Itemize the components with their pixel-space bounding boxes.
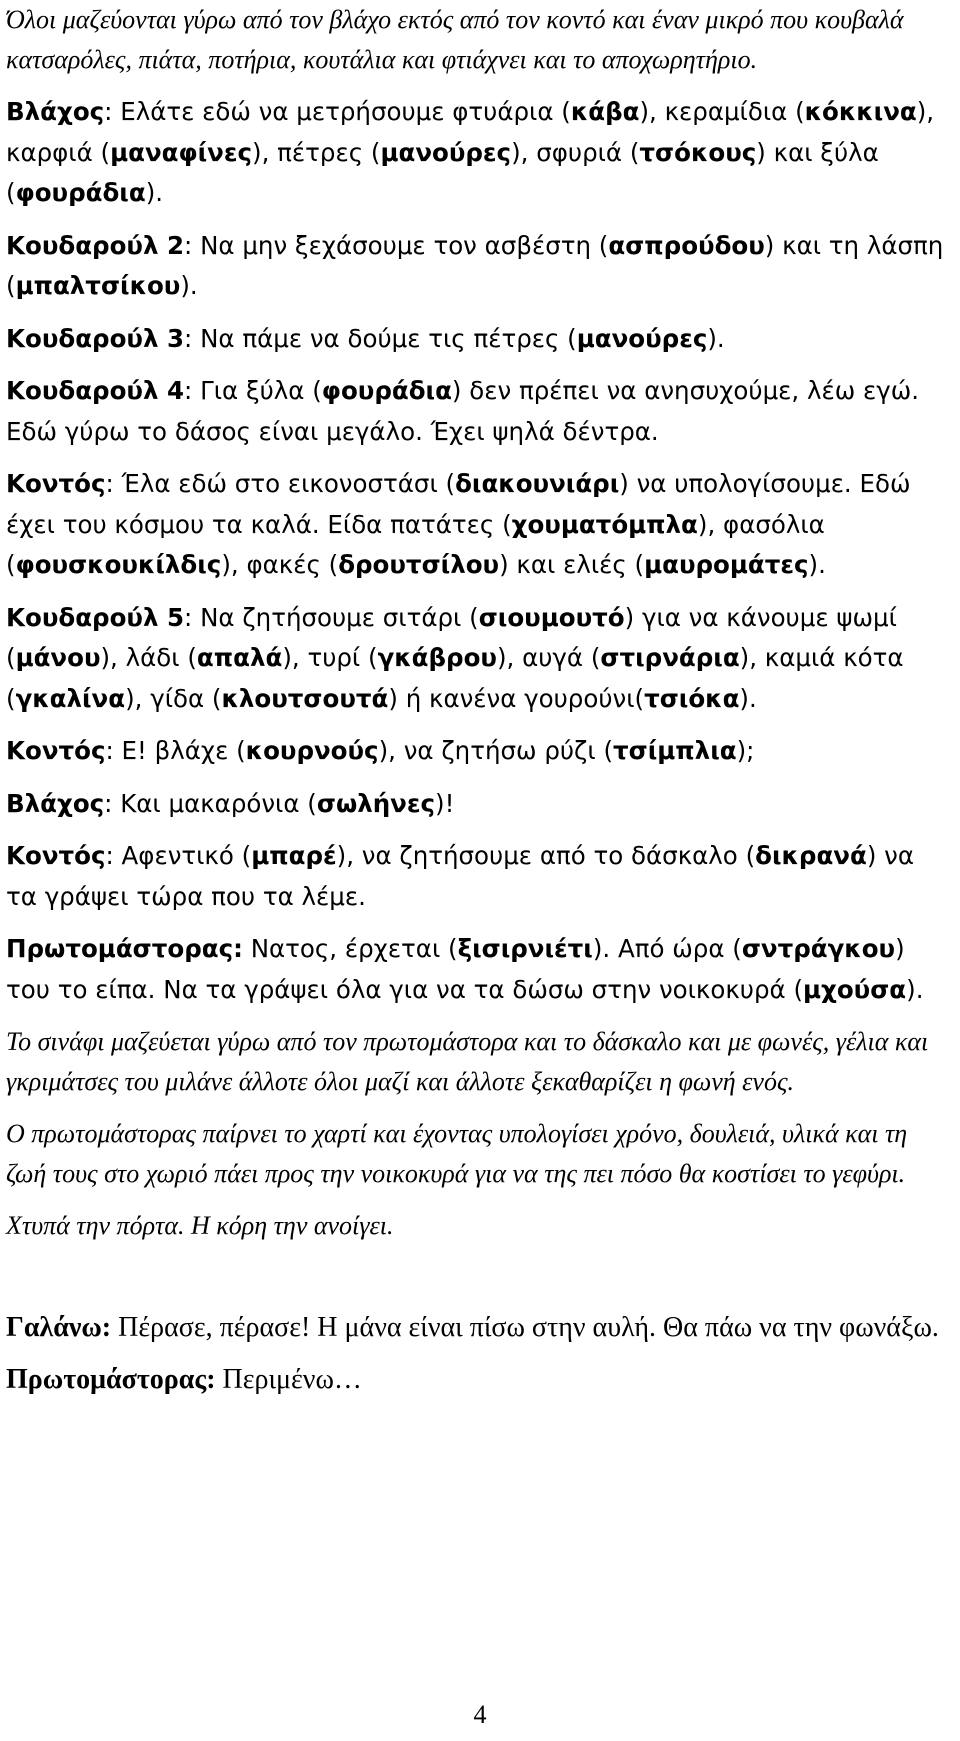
text-run: : Ελάτε εδώ να μετρήσουμε φτυάρια (	[104, 97, 571, 126]
bold-term: ασπρούδου	[608, 230, 765, 260]
dialogue-line	[6, 464, 950, 586]
text-run: ).	[145, 178, 164, 207]
text-run: : Αφεντικό (	[105, 841, 252, 870]
bold-term: Γαλάνω:	[6, 1312, 112, 1343]
text-run: ), σφυριά (	[511, 137, 640, 167]
document-page	[6, 0, 950, 1412]
text-run: ), να ζητήσω ρύζι (	[378, 736, 614, 765]
bold-term: ξισιρνιέτι	[457, 934, 593, 963]
bold-term: μπαλτσίκου	[15, 271, 181, 300]
bold-term: Πρωτομάστορας:	[6, 934, 243, 963]
text-run: ) και ξύλα (	[6, 137, 879, 207]
bold-term: τσιόκα	[644, 683, 740, 713]
dialogue-line	[6, 92, 950, 214]
text-run: Όλοι μαζεύονται γύρω από τον βλάχο εκτός από τον κοντό και έναν μικρό που κουβαλά κατσαρόλες, πιάτα, ποτήρια, κουτάλια και φτιάχνει και το αποχωρητήριο.	[6, 5, 904, 74]
bold-term: κόκκινα	[804, 97, 917, 126]
dialogue-line	[6, 836, 950, 917]
bold-term: Κοντός	[6, 841, 106, 870]
text-run: : Έλα εδώ στο εικονοστάσι (	[105, 469, 456, 498]
bold-term: κλουτσουτά	[221, 683, 389, 713]
bold-term: Πρωτομάστορας:	[6, 1364, 216, 1395]
bold-term: τσόκους	[639, 137, 757, 167]
dialogue-line	[6, 1360, 950, 1400]
text-run: Περιμένω…	[215, 1364, 362, 1395]
bold-term: χουματόμπλα	[511, 509, 698, 539]
dialogue-line	[6, 731, 950, 772]
dialogue-line	[6, 1308, 950, 1348]
text-run: ).	[906, 974, 924, 1004]
bold-term: φουράδια	[15, 178, 146, 207]
bold-term: απαλά	[196, 643, 283, 672]
text-run: ), φακές (	[221, 550, 339, 579]
text-run: ), τυρί (	[282, 643, 378, 672]
text-run: : Να μην ξεχάσουμε τον ασβέστη (	[184, 230, 609, 260]
bold-term: σιουμουτό	[478, 602, 625, 632]
bold-term: μχούσα	[803, 974, 907, 1004]
text-run: Χτυπά την πόρτα. Η κόρη την ανοίγει.	[6, 1211, 394, 1240]
text-run: );	[736, 736, 755, 765]
bold-term: Κουδαρούλ 2	[6, 230, 185, 260]
text-run: ).	[707, 323, 725, 353]
text-run: ).	[180, 271, 198, 300]
text-run: : Να ζητήσουμε σιτάρι (	[184, 602, 479, 632]
text-run: ), καμιά κότα (	[6, 643, 904, 713]
document-body	[6, 0, 950, 1400]
bold-term: μανούρες	[576, 323, 708, 353]
bold-term: τσίμπλια	[613, 736, 737, 765]
text-run: ) δεν πρέπει να ανησυχούμε, λέω εγώ. Εδώ γύρω το δάσος είναι μεγάλο. Έχει ψηλά δέντρα.	[6, 376, 920, 446]
text-run: ) και ελιές (	[499, 550, 645, 579]
dialogue-line	[6, 371, 950, 452]
dialogue-line	[6, 784, 950, 825]
stage-direction	[6, 1206, 950, 1246]
bold-term: φουράδια	[321, 376, 452, 405]
text-run: ) και τη λάσπη (	[6, 230, 944, 300]
bold-term: φουσκουκίλδις	[15, 550, 222, 579]
bold-term: γκάβρου	[377, 643, 497, 672]
bold-term: δικρανά	[755, 841, 867, 870]
bold-term: μπαρέ	[251, 841, 337, 870]
text-run: ). Από ώρα (	[592, 934, 742, 963]
text-run: Το σινάφι μαζεύεται γύρω από τον πρωτομάστορα και το δάσκαλο και με φωνές, γέλια και γκριμάτσες του μιλάνε άλλοτε όλοι μαζί και άλλοτε ξεκαθαρίζει η φωνή ενός.	[6, 1027, 929, 1096]
text-run: : Για ξύλα (	[184, 376, 322, 405]
text-run: ), γίδα (	[125, 683, 222, 713]
text-run: ), λάδι (	[100, 643, 197, 672]
text-run: ) ή κανένα γουρούνι(	[388, 683, 645, 713]
paragraph-spacer	[6, 1258, 950, 1308]
bold-term: σωλήνες	[316, 788, 436, 818]
text-run: : Και μακαρόνια (	[104, 788, 317, 818]
bold-term: Βλάχος	[6, 97, 105, 126]
text-run: : Ε! βλάχε (	[105, 736, 246, 765]
dialogue-line	[6, 226, 950, 307]
bold-term: διακουνιάρι	[455, 469, 620, 498]
text-run: )!	[435, 788, 455, 818]
text-run: ) του το είπα. Να τα γράψει όλα για να τα δώσω στην νοικοκυρά (	[6, 934, 905, 1004]
text-run: ) για να κάνουμε ψωμί (	[6, 602, 897, 672]
text-run: Πέρασε, πέρασε! Η μάνα είναι πίσω στην αυλή. Θα πάω να την φωνάξω.	[111, 1312, 939, 1343]
text-run: ), αυγά (	[496, 643, 601, 672]
bold-term: μανούρες	[380, 137, 512, 167]
bold-term: δρουτσίλου	[338, 550, 500, 579]
dialogue-line	[6, 319, 950, 360]
stage-direction	[6, 0, 950, 80]
bold-term: κουρνούς	[245, 736, 379, 765]
bold-term: Κοντός	[6, 469, 106, 498]
bold-term: Κοντός	[6, 736, 106, 765]
text-run: ), να ζητήσουμε από το δάσκαλο (	[336, 841, 756, 870]
bold-term: Κουδαρούλ 4	[6, 376, 185, 405]
bold-term: Κουδαρούλ 5	[6, 602, 185, 632]
dialogue-line	[6, 929, 950, 1010]
text-run: ) να υπολογίσουμε. Εδώ έχει του κόσμου τα καλά. Είδα πατάτες (	[6, 469, 911, 539]
text-run: ).	[739, 683, 757, 713]
dialogue-line	[6, 598, 950, 720]
text-run: ) να τα γράψει τώρα που τα λέμε.	[6, 841, 915, 911]
bold-term: μαυρομάτες	[644, 550, 809, 579]
text-run: Νατος, έρχεται (	[242, 934, 458, 963]
text-run: ).	[808, 550, 826, 579]
bold-term: κάβα	[570, 97, 640, 126]
bold-term: μάνου	[15, 643, 101, 672]
text-run: ), πέτρες (	[252, 137, 381, 167]
bold-term: μαναφίνες	[110, 137, 253, 167]
page-number: 4	[473, 1700, 487, 1729]
text-run: ), κεραμίδια (	[639, 97, 805, 126]
text-run: ), φασόλια (	[6, 509, 825, 579]
stage-direction	[6, 1114, 950, 1194]
text-run: ), καρφιά (	[6, 97, 935, 167]
text-run: : Να πάμε να δούμε τις πέτρες (	[184, 323, 577, 353]
stage-direction	[6, 1022, 950, 1102]
bold-term: στιρνάρια	[600, 643, 740, 672]
bold-term: Κουδαρούλ 3	[6, 323, 185, 353]
bold-term: γκαλίνα	[15, 683, 126, 713]
text-run: Ο πρωτομάστορας παίρνει το χαρτί και έχοντας υπολογίσει χρόνο, δουλειά, υλικά και τη ζωή τους στο χωριό πάει προς την νοικοκυρά για να της πει πόσο θα κοστίσει το γεφύρι.	[6, 1119, 908, 1188]
bold-term: Βλάχος	[6, 788, 105, 818]
bold-term: σντράγκου	[741, 934, 896, 963]
